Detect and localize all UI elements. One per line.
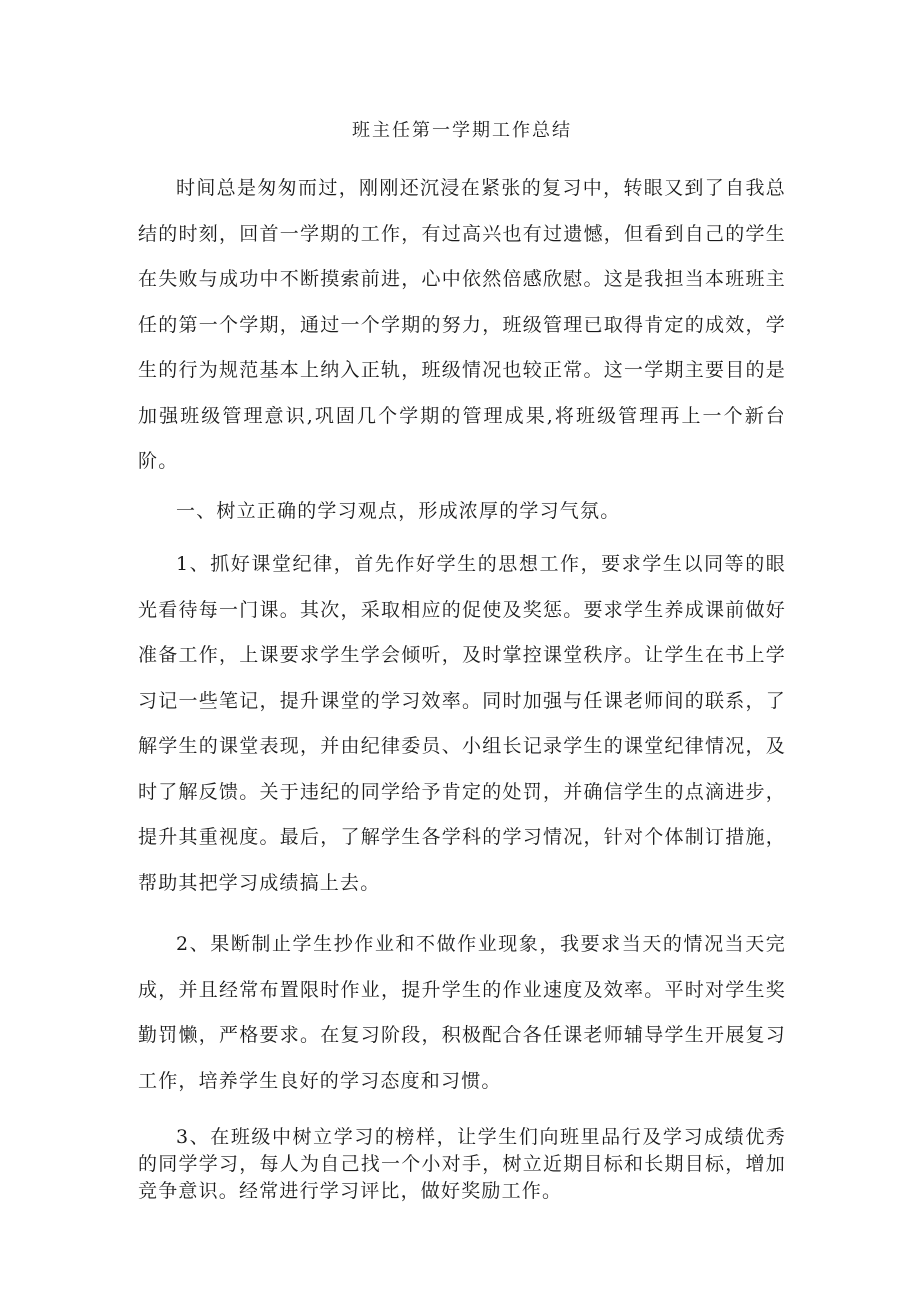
item-2-paragraph: 2、果断制止学生抄作业和不做作业现象，我要求当天的情况当天完成，并且经常布置限时作业，提升学生的作业速度及效率。平时对学生奖勤罚懒，严格要求。在复习阶段，积极配合各任课老师辅导学生开展复习工作，培养学生良好的学习态度和习惯。: [138, 933, 786, 1092]
item-1-paragraph: 1、抓好课堂纪律，首先作好学生的思想工作，要求学生以同等的眼光看待每一门课。其次，采取相应的促使及奖惩。要求学生养成课前做好准备工作，上课要求学生学会倾听，及时掌控课堂秩序。让学生在书上学习记一些笔记，提升课堂的学习效率。同时加强与任课老师间的联系，了解学生的课堂表现，并由纪律委员、小组长记录学生的课堂纪律情况，及时了解反馈。关于违纪的同学给予肯定的处罚，并确信学生的点滴进步，提升其重视度。最后，了解学生各学科的学习情况，针对个体制订措施，帮助其把学习成绩搞上去。: [138, 553, 786, 894]
document-title: 班主任第一学期工作总结: [352, 120, 572, 141]
section-heading: 一、树立正确的学习观点，形成浓厚的学习气氛。: [176, 499, 621, 522]
item-3-paragraph: 3、在班级中树立学习的榜样，让学生们向班里品行及学习成绩优秀的同学学习，每人为自己找一个小对手，树立近期目标和长期目标，增加竞争意识。经常进行学习评比，做好奖励工作。: [138, 1126, 786, 1202]
intro-paragraph: 时间总是匆匆而过，刚刚还沉浸在紧张的复习中，转眼又到了自我总结的时刻，回首一学期的工作，有过高兴也有过遗憾，但看到自己的学生在失败与成功中不断摸索前进，心中依然倍感欣慰。这是我担当本班班主任的第一个学期，通过一个学期的努力，班级管理已取得肯定的成效，学生的行为规范基本上纳入正轨，班级情况也较正常。这一学期主要目的是加强班级管理意识,巩固几个学期的管理成果,将班级管理再上一个新台阶。: [138, 177, 786, 472]
document-page: [138, 118, 786, 1205]
